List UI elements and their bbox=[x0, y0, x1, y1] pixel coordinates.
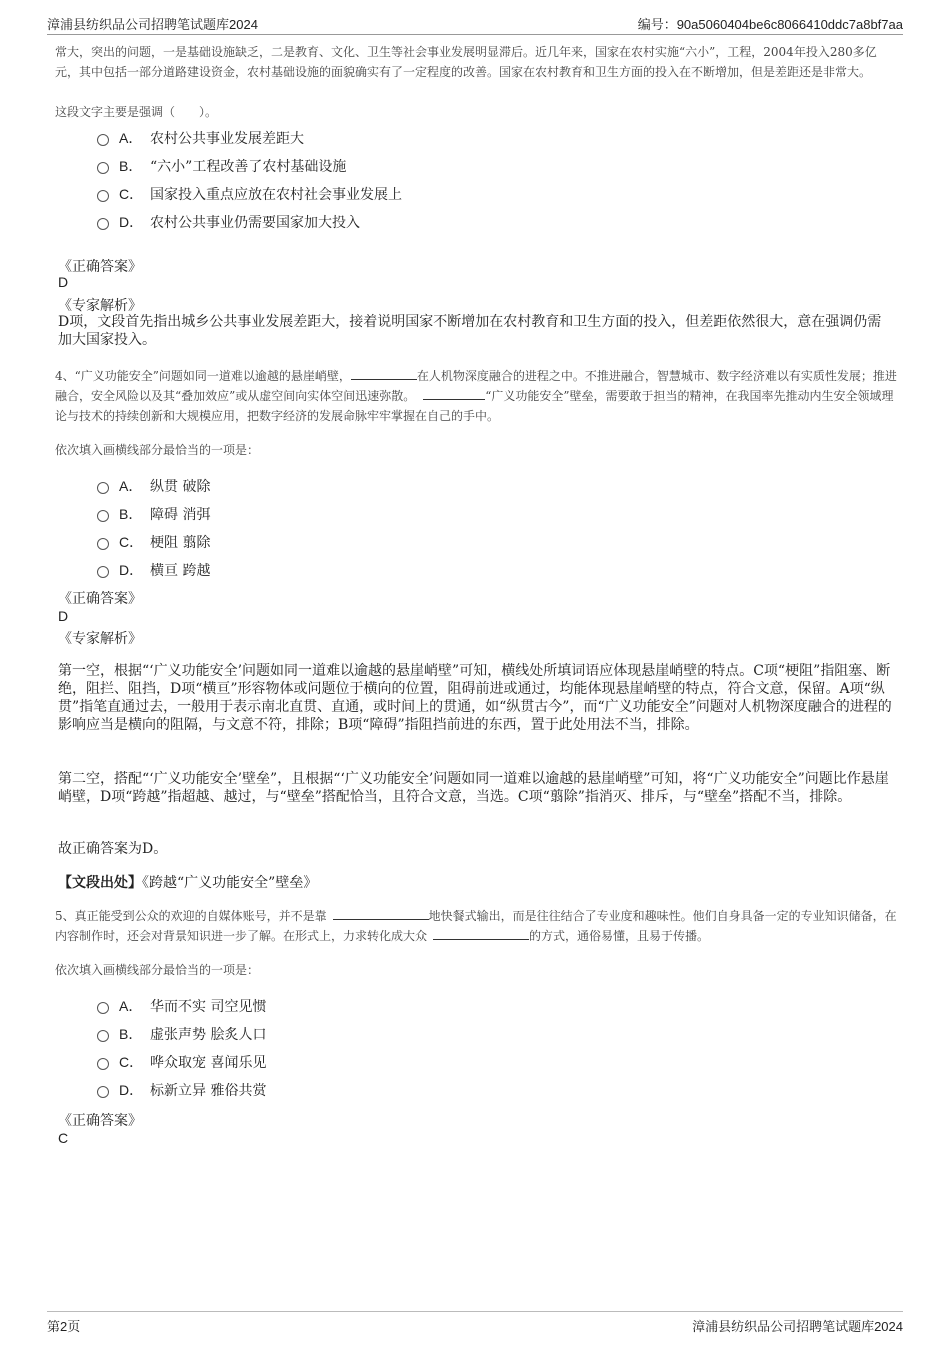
radio-icon[interactable] bbox=[97, 510, 109, 522]
q5-answer-label: 《正确答案》 bbox=[58, 1113, 142, 1129]
q3-option-a[interactable]: A． 农村公共事业发展差距大 bbox=[97, 128, 304, 148]
page-footer bbox=[47, 1311, 903, 1334]
footer-page-number: 第2页 bbox=[47, 1319, 81, 1334]
radio-icon[interactable] bbox=[97, 482, 109, 494]
q4-question: 依次填入画横线部分最恰当的一项是： bbox=[55, 443, 260, 457]
q3-analysis-label: 《专家解析》 bbox=[58, 298, 142, 314]
q4-option-b[interactable]: B． 障碍 消弭 bbox=[97, 504, 210, 524]
radio-icon[interactable] bbox=[97, 162, 109, 174]
q4-option-a[interactable]: A． 纵贯 破除 bbox=[97, 476, 210, 496]
q4-analysis-conclusion: 故正确答案为D。 bbox=[58, 841, 168, 857]
q4-answer: D bbox=[58, 608, 69, 624]
radio-icon[interactable] bbox=[97, 566, 109, 578]
blank-2 bbox=[433, 927, 529, 940]
q3-answer-label: 《正确答案》 bbox=[58, 259, 142, 275]
q5-stem: 5、真正能受到公众的欢迎的自媒体账号，并不是靠 地快餐式输出，而是往往结合了专业度和趣味性。他们自身具备一定的专业知识储备，在内容制作时，还会对背景知识进一步了解。在形式上，力求转化成大众 的方式，通俗易懂，且易于传播。 bbox=[55, 909, 897, 943]
q3-passage: 常大，突出的问题，一是基础设施缺乏，二是教育、文化、卫生等社会事业发展明显滞后。近几年来，国家在农村实施“六小”，工程，2004年投入280多亿元，其中包括一部分道路建设资金，农村基础设施的面貌确实有了一定程度的改善。国家在农村教育和卫生方面的投入在不断增加，但是差距还是非常大。 bbox=[55, 45, 877, 79]
q5-option-a[interactable]: A． 华而不实 司空见惯 bbox=[97, 996, 266, 1016]
q3-question: 这段文字主要是强调（ ）。 bbox=[55, 105, 218, 119]
q4-option-c[interactable]: C． 梗阻 翦除 bbox=[97, 532, 210, 552]
q3-option-b[interactable]: B． “六小”工程改善了农村基础设施 bbox=[97, 156, 346, 176]
radio-icon[interactable] bbox=[97, 1002, 109, 1014]
q3-answer: D bbox=[58, 274, 69, 290]
radio-icon[interactable] bbox=[97, 1058, 109, 1070]
q4-source-label: 【文段出处】 bbox=[58, 875, 142, 891]
q5-question: 依次填入画横线部分最恰当的一项是： bbox=[55, 963, 260, 977]
q4-analysis-p2: 第二空，搭配“‘广义功能安全’壁垒”，且根据“‘广义功能安全’问题如同一道难以逾越的悬崖峭壁”可知，将“广义功能安全”问题比作悬崖峭壁，D项“跨越”指超越、越过，与“壁垒”搭配恰当，且符合文意，当选。C项“翦除”指消灭、排斥，与“壁垒”搭配不当，排除。 bbox=[58, 771, 889, 805]
q5-answer: C bbox=[58, 1130, 69, 1146]
radio-icon[interactable] bbox=[97, 1030, 109, 1042]
q3-option-d[interactable]: D． 农村公共事业仍需要国家加大投入 bbox=[97, 212, 360, 232]
q4-stem: 4、“广义功能安全”问题如同一道难以逾越的悬崖峭壁， 在人机物深度融合的进程之中。不推进融合，智慧城市、数字经济难以有实质性发展；推进融合，安全风险以及其“叠加效应”或从虚空间向实体空间迅速弥散。 “广义功能安全”壁垒，需要敢于担当的精神，在我国率先推动内生安全领域理论与技术的持续创新和大规模应用，把数字经济的发展命脉牢牢掌握在自己的手中。 bbox=[55, 369, 897, 423]
q4-source-title: 《跨越“广义功能安全”壁垒》 bbox=[142, 875, 318, 891]
q5-option-b[interactable]: B． 虚张声势 脍炙人口 bbox=[97, 1024, 266, 1044]
q4-answer-label: 《正确答案》 bbox=[58, 591, 142, 607]
radio-icon[interactable] bbox=[97, 218, 109, 230]
q3-option-c[interactable]: C． 国家投入重点应放在农村社会事业发展上 bbox=[97, 184, 402, 204]
q4-analysis-label: 《专家解析》 bbox=[58, 631, 142, 647]
q4-source bbox=[58, 874, 894, 892]
blank-1 bbox=[333, 907, 429, 920]
q4-analysis-p1: 第一空，根据“‘广义功能安全’问题如同一道难以逾越的悬崖峭壁”可知，横线处所填词语应体现悬崖峭壁的特点。C项“梗阻”指阻塞、断绝，阻拦、阻挡，D项“横亘”形容物体或问题位于横向的位置，阻碍前进或通过，均能体现悬崖峭壁的特点，符合文意，保留。A项“纵贯”指笔直通过去，一般用于表示南北直贯、直通，或时间上的贯通，如“纵贯古今”，而“广义功能安全”问题对人机物深度融合的进程的影响应当是横向的阻隔，与文意不符，排除；B项“障碍”指阻挡前进的东西，置于此处用法不当，排除。 bbox=[58, 663, 892, 733]
radio-icon[interactable] bbox=[97, 538, 109, 550]
q5-option-c[interactable]: C． 哗众取宠 喜闻乐见 bbox=[97, 1052, 266, 1072]
q3-analysis: D项，文段首先指出城乡公共事业发展差距大，接着说明国家不断增加在农村教育和卫生方面的投入，但差距依然很大，意在强调仍需加大国家投入。 bbox=[58, 314, 882, 348]
q4-option-d[interactable]: D． 横亘 跨越 bbox=[97, 560, 210, 580]
radio-icon[interactable] bbox=[97, 134, 109, 146]
radio-icon[interactable] bbox=[97, 190, 109, 202]
page-header bbox=[47, 12, 903, 35]
blank-2 bbox=[423, 387, 485, 400]
q5-option-d[interactable]: D． 标新立异 雅俗共赏 bbox=[97, 1080, 266, 1100]
header-title: 漳浦县纺织品公司招聘笔试题库2024 bbox=[47, 17, 258, 32]
blank-1 bbox=[351, 367, 417, 380]
header-doc-id: 编号：90a5060404be6c8066410ddc7a8bf7aa bbox=[637, 17, 903, 32]
footer-title: 漳浦县纺织品公司招聘笔试题库2024 bbox=[692, 1319, 903, 1334]
radio-icon[interactable] bbox=[97, 1086, 109, 1098]
